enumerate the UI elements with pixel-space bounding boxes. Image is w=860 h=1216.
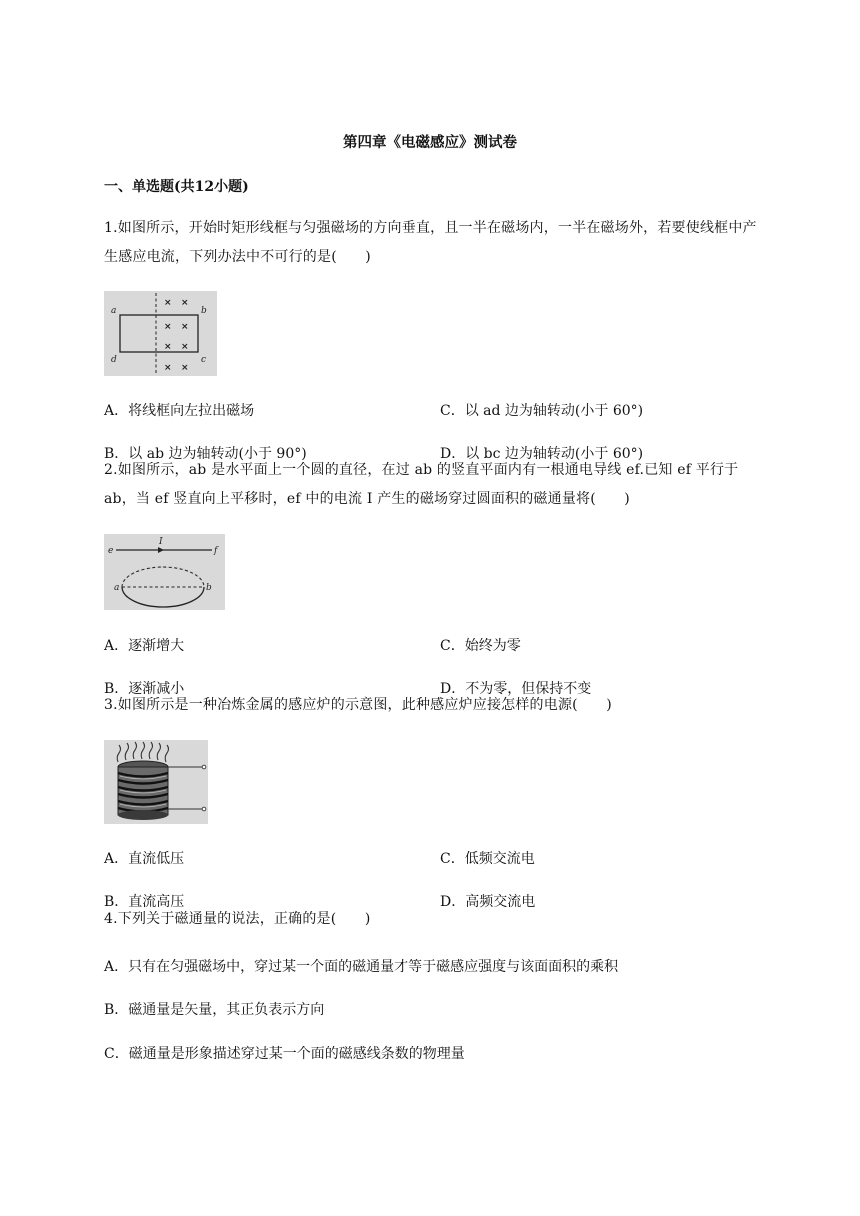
question-2-option-b: B．逐渐减小 bbox=[104, 681, 185, 697]
question-1-option-d: D．以 bc 边为轴转动(小于 60°) bbox=[440, 446, 644, 462]
figure-label-a: a bbox=[111, 306, 117, 316]
question-1-option-a: A．将线框向左拉出磁场 bbox=[104, 403, 255, 419]
question-2-stem: 2.如图所示，ab 是水平面上一个圆的直径，在过 ab 的竖直平面内有一根通电导线 ef.已知 ef 平行于 ab，当 ef 竖直向上平移时，ef 中的电流 I 产生的磁场穿过圆面积的磁通量将( ) bbox=[104, 462, 739, 507]
figure-label-e: e bbox=[108, 546, 114, 556]
question-4-option-b: B．磁通量是矢量，其正负表示方向 bbox=[104, 1002, 325, 1018]
question-2-figure bbox=[104, 534, 225, 610]
svg-text:×: × bbox=[164, 363, 172, 373]
question-1-stem: 1.如图所示，开始时矩形线框与匀强磁场的方向垂直，且一半在磁场内，一半在磁场外，若要使线框中产生感应电流，下列办法中不可行的是( ) bbox=[104, 220, 757, 265]
question-4-option-a: A．只有在匀强磁场中，穿过某一个面的磁通量才等于磁感应强度与该面面积的乘积 bbox=[104, 959, 619, 975]
question-1-figure bbox=[104, 291, 217, 376]
figure-label-b: b bbox=[201, 306, 207, 316]
question-3-figure bbox=[104, 740, 208, 824]
question-2-option-a: A．逐渐增大 bbox=[104, 638, 185, 654]
question-3-option-d: D．高频交流电 bbox=[440, 894, 536, 910]
figure-label-a2: a bbox=[114, 583, 120, 593]
question-2-option-d: D．不为零，但保持不变 bbox=[440, 681, 592, 697]
question-3-option-b: B．直流高压 bbox=[104, 894, 185, 910]
figure-label-f: f bbox=[214, 546, 218, 556]
question-3-option-a: A．直流低压 bbox=[104, 851, 185, 867]
svg-text:×: × bbox=[181, 298, 189, 308]
svg-text:×: × bbox=[181, 342, 189, 352]
question-3-stem: 3.如图所示是一种冶炼金属的感应炉的示意图，此种感应炉应接怎样的电源( ) bbox=[104, 697, 612, 713]
svg-text:×: × bbox=[164, 342, 172, 352]
figure-label-i: I bbox=[159, 537, 163, 547]
question-3-option-c: C．低频交流电 bbox=[440, 851, 535, 867]
figure-label-d: d bbox=[111, 355, 117, 365]
question-1-option-b: B．以 ab 边为轴转动(小于 90°) bbox=[104, 446, 307, 462]
question-1-option-c: C．以 ad 边为轴转动(小于 60°) bbox=[440, 403, 644, 419]
question-2-option-c: C．始终为零 bbox=[440, 638, 521, 654]
section-heading: 一、单选题(共12小题) bbox=[104, 179, 249, 195]
page-title: 第四章《电磁感应》测试卷 bbox=[343, 134, 517, 151]
svg-text:×: × bbox=[164, 298, 172, 308]
figure-label-c: c bbox=[201, 355, 207, 365]
question-4-stem: 4.下列关于磁通量的说法，正确的是( ) bbox=[104, 911, 371, 927]
svg-text:×: × bbox=[181, 322, 189, 332]
svg-text:×: × bbox=[164, 322, 172, 332]
figure-label-b2: b bbox=[206, 583, 212, 593]
question-4-option-c: C．磁通量是形象描述穿过某一个面的磁感线条数的物理量 bbox=[104, 1046, 465, 1062]
svg-text:×: × bbox=[181, 363, 189, 373]
